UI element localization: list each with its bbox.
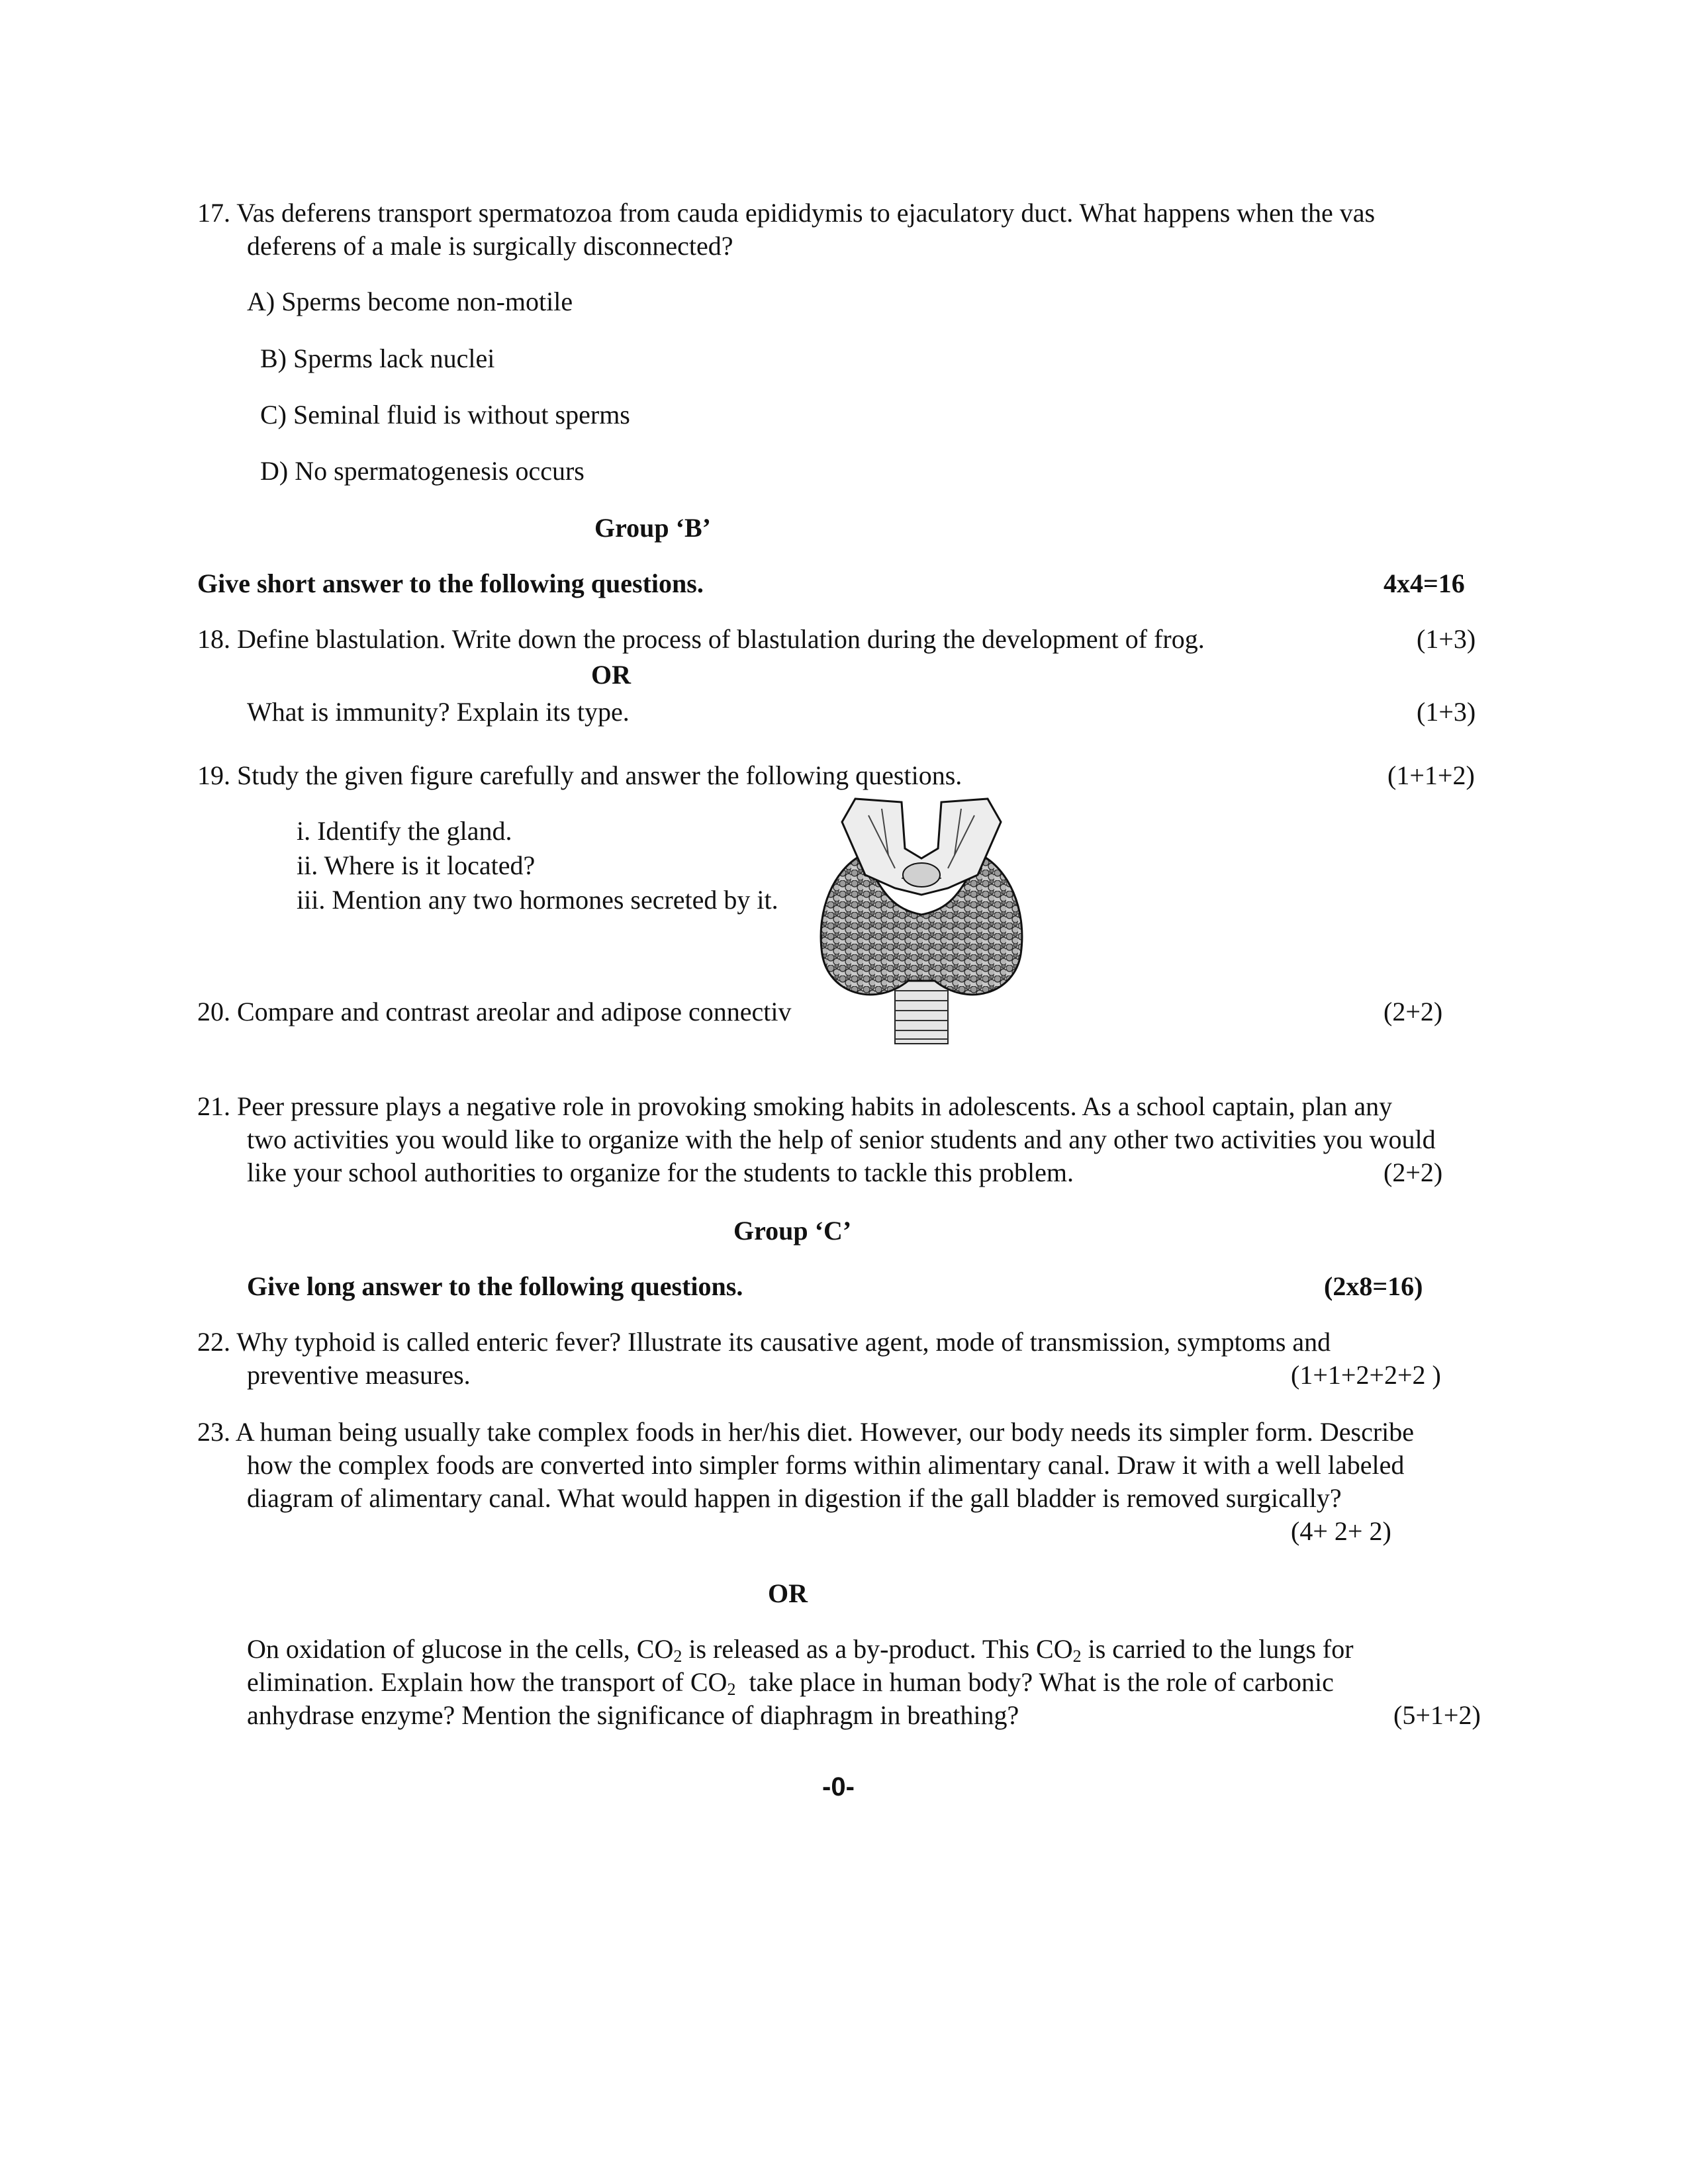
q22-line1: 22. Why typhoid is called enteric fever? Illustrate its causative agent, mode of transmission, symptoms and bbox=[197, 1327, 1331, 1357]
q18-or: OR bbox=[591, 660, 631, 690]
q23-alt-line1: On oxidation of glucose in the cells, $CO_2$ is released as a by-product. This $CO_2$ is carried to the lungs for bbox=[247, 1634, 1354, 1666]
q19-sub-ii: ii. Where is it located? bbox=[297, 850, 536, 880]
q21-line2: two activities you would like to organize with the help of senior students and any other two activities you would bbox=[247, 1124, 1436, 1154]
q20-marks: (2+2) bbox=[1383, 997, 1443, 1026]
q23-marks: (4+ 2+ 2) bbox=[1291, 1516, 1391, 1546]
q23-alt-line2: elimination. Explain how the transport of $CO_2$ take place in human body? What is the role of carbonic bbox=[247, 1667, 1334, 1699]
q19-marks: (1+1+2) bbox=[1387, 760, 1475, 790]
group-c-instruction: Give long answer to the following questions. bbox=[247, 1271, 743, 1301]
q17-option-c: C) Seminal fluid is without sperms bbox=[260, 400, 630, 430]
q23-or: OR bbox=[768, 1578, 808, 1608]
q21-line3: like your school authorities to organize for the students to tackle this problem. bbox=[247, 1158, 1074, 1187]
page-number: -0- bbox=[822, 1772, 855, 1801]
group-b-title: Group ‘B’ bbox=[594, 513, 711, 543]
q17-option-a: A) Sperms become non-motile bbox=[247, 287, 573, 316]
q17-line2: deferens of a male is surgically disconnected? bbox=[247, 231, 733, 261]
q17-line1: 17. Vas deferens transport spermatozoa from cauda epididymis to ejaculatory duct. What happens when the vas bbox=[197, 198, 1376, 228]
group-b-marks: 4x4=16 bbox=[1383, 569, 1465, 598]
q22-line2: preventive measures. bbox=[247, 1360, 471, 1390]
q18-alt: What is immunity? Explain its type. bbox=[247, 697, 630, 727]
thyroid-gland-figure bbox=[816, 796, 1027, 1047]
group-c-title: Group ‘C’ bbox=[733, 1216, 852, 1246]
group-c-marks: (2x8=16) bbox=[1324, 1271, 1423, 1301]
q17-option-d: D) No spermatogenesis occurs bbox=[260, 456, 585, 486]
q18-text: 18. Define blastulation. Write down the process of blastulation during the development of frog. bbox=[197, 624, 1205, 654]
q18-marks: (1+3) bbox=[1417, 624, 1476, 654]
q19-text: 19. Study the given figure carefully and answer the following questions. bbox=[197, 760, 962, 790]
q21-line1: 21. Peer pressure plays a negative role in provoking smoking habits in adolescents. As a school captain, plan any bbox=[197, 1091, 1393, 1121]
q21-marks: (2+2) bbox=[1383, 1158, 1443, 1187]
q23-line3: diagram of alimentary canal. What would happen in digestion if the gall bladder is removed surgically? bbox=[247, 1483, 1342, 1513]
q19-sub-i: i. Identify the gland. bbox=[297, 816, 512, 846]
q23-alt-line3: anhydrase enzyme? Mention the significance of diaphragm in breathing? bbox=[247, 1700, 1019, 1730]
q18-alt-marks: (1+3) bbox=[1417, 697, 1476, 727]
q23-line2: how the complex foods are converted into simpler forms within alimentary canal. Draw it with a well labeled bbox=[247, 1450, 1405, 1480]
q23-line1: 23. A human being usually take complex foods in her/his diet. However, our body needs its simpler form. Describe bbox=[197, 1417, 1415, 1447]
q19-sub-iii: iii. Mention any two hormones secreted by it. bbox=[297, 885, 778, 915]
group-b-instruction: Give short answer to the following questions. bbox=[197, 569, 704, 598]
q23-alt-marks: (5+1+2) bbox=[1393, 1700, 1481, 1730]
q20-text: 20. Compare and contrast areolar and adipose connectiv bbox=[197, 997, 792, 1026]
q17-option-b: B) Sperms lack nuclei bbox=[260, 343, 495, 373]
q22-marks: (1+1+2+2+2 ) bbox=[1291, 1360, 1441, 1390]
